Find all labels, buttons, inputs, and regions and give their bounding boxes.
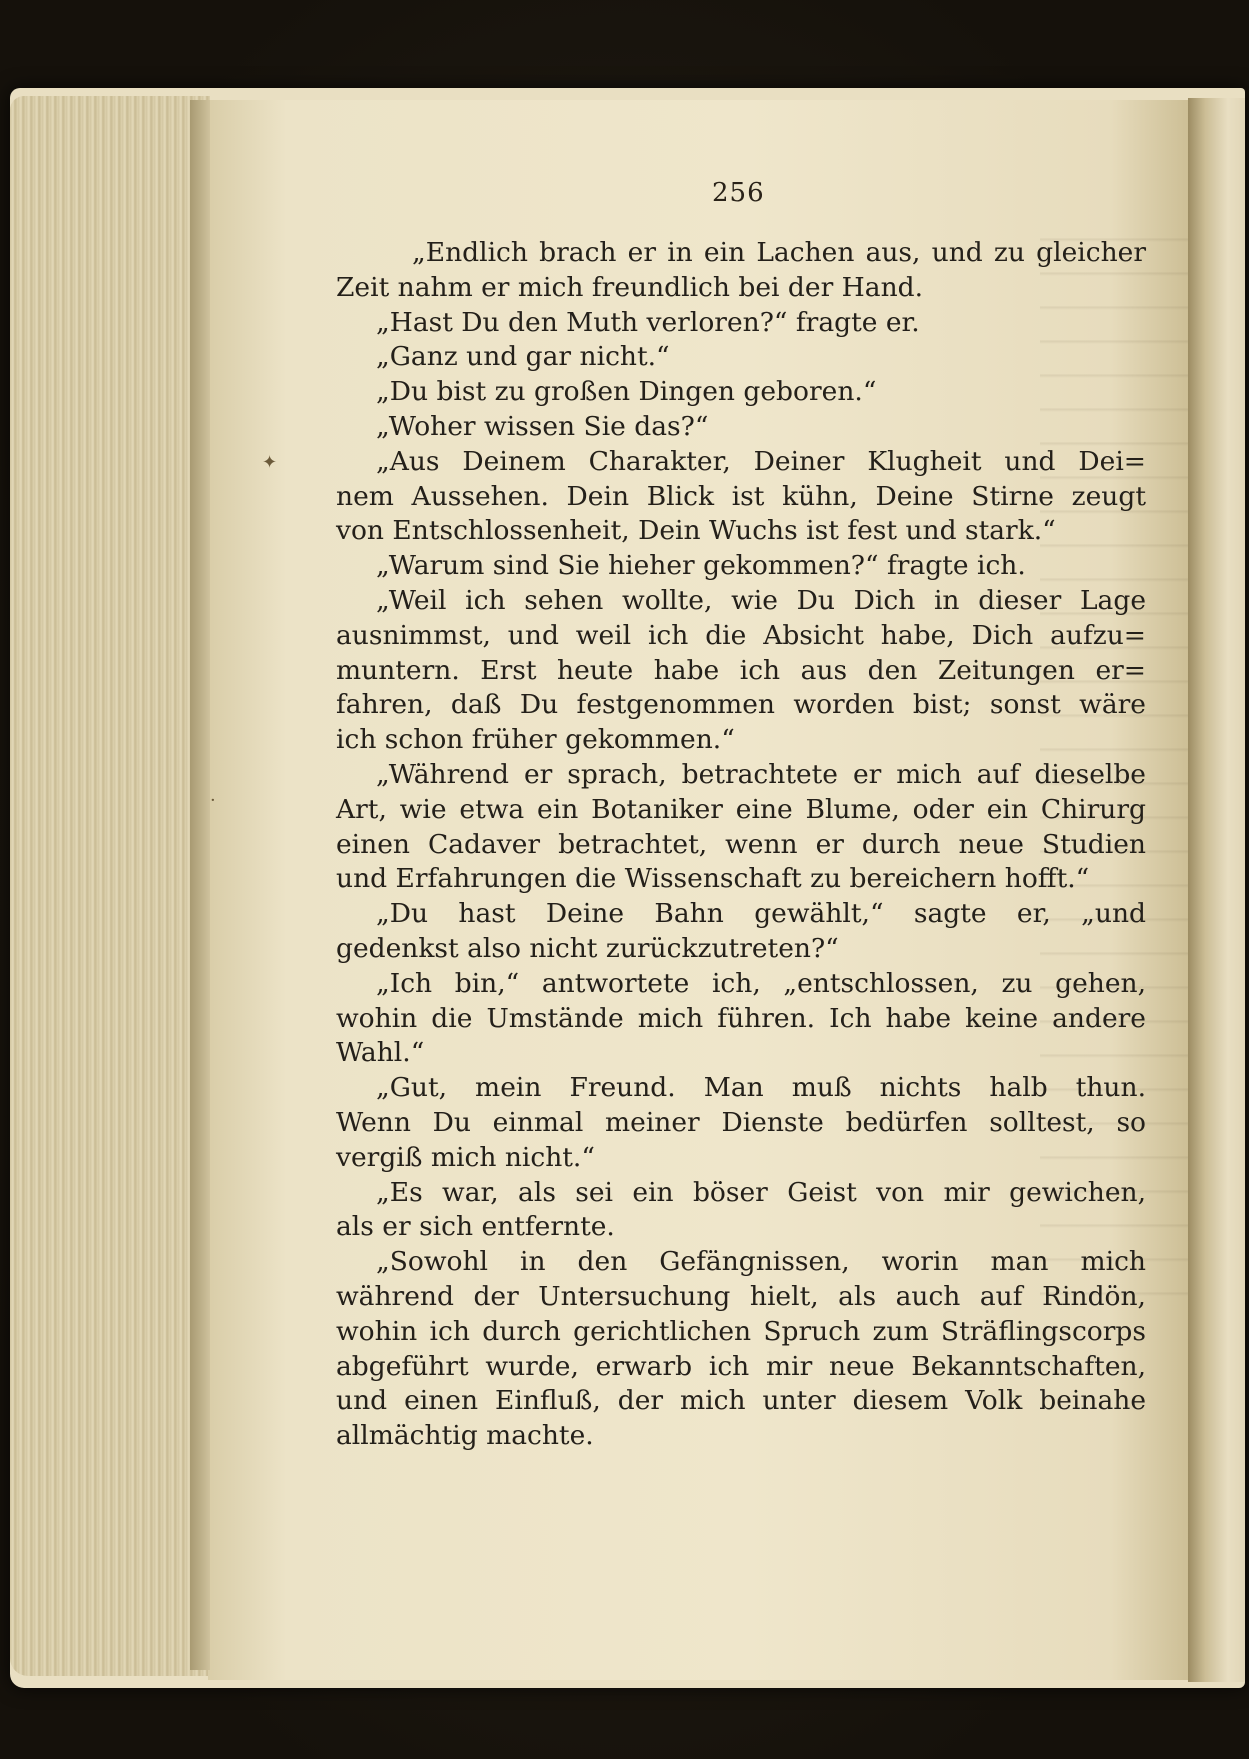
text-line: muntern. Erst heute habe ich aus den Zeitungen er= xyxy=(336,654,1146,686)
text-line: vergiß mich nicht.“ xyxy=(336,1141,595,1173)
text-line: „Woher wissen Sie das?“ xyxy=(376,410,709,442)
margin-mark: · xyxy=(210,790,216,811)
text-line: Art, wie etwa ein Botaniker eine Blume, oder ein Chirurg xyxy=(336,793,1146,825)
text-line: „Aus Deinem Charakter, Deiner Klugheit und Dei= xyxy=(376,445,1146,477)
text-line: fahren, daß Du festgenommen worden bist; sonst wäre xyxy=(336,689,1146,721)
margin-mark: ✦ xyxy=(262,452,278,473)
text-line: wohin die Umstände mich führen. Ich habe keine andere xyxy=(336,1002,1146,1034)
text-line: „Während er sprach, betrachtete er mich auf dieselbe xyxy=(376,758,1146,790)
text-line: einen Cadaver betrachtet, wenn er durch neue Studien xyxy=(336,828,1146,860)
text-line: „Endlich brach er in ein Lachen aus, und zu gleicher xyxy=(412,237,1146,268)
text-line: „Weil ich sehen wollte, wie Du Dich in dieser Lage xyxy=(376,584,1146,616)
text-line: und Erfahrungen die Wissenschaft zu bereichern hofft.“ xyxy=(336,863,1090,895)
page-gutter xyxy=(190,100,210,1670)
page-fold xyxy=(1188,98,1245,1682)
text-line: „Hast Du den Muth verloren?“ fragte er. xyxy=(376,306,920,338)
text-line: „Du bist zu großen Dingen geboren.“ xyxy=(376,376,877,408)
text-line: als er sich entfernte. xyxy=(336,1211,615,1243)
text-line: Wahl.“ xyxy=(336,1037,425,1069)
text-line: gedenkst also nicht zurückzutreten?“ xyxy=(336,932,839,964)
text-line: abgeführt wurde, erwarb ich mir neue Bekanntschaften, xyxy=(336,1350,1146,1382)
text-line: „Ganz und gar nicht.“ xyxy=(376,341,670,373)
text-line: „Es war, als sei ein böser Geist von mir gewichen, xyxy=(376,1176,1146,1208)
text-line: allmächtig machte. xyxy=(336,1420,594,1452)
text-line: und einen Einfluß, der mich unter diesem Volk beinahe xyxy=(336,1385,1146,1417)
text-line: Zeit nahm er mich freundlich bei der Hand. xyxy=(336,271,924,303)
text-line: nem Aussehen. Dein Blick ist kühn, Deine Stirne zeugt xyxy=(336,480,1146,512)
page-number: 256 xyxy=(712,178,765,208)
text-line: „Warum sind Sie hieher gekommen?“ fragte ich. xyxy=(376,550,1026,582)
text-line: ich schon früher gekommen.“ xyxy=(336,724,735,756)
text-line: ausnimmst, und weil ich die Absicht habe, Dich aufzu= xyxy=(336,619,1146,651)
page-text xyxy=(336,236,1146,1454)
text-line: „Ich bin,“ antwortete ich, „entschlossen, zu gehen, xyxy=(376,967,1146,999)
text-line: „Sowohl in den Gefängnissen, worin man mich xyxy=(376,1246,1146,1278)
text-line: „Gut, mein Freund. Man muß nichts halb thun. xyxy=(376,1072,1146,1104)
text-line: von Entschlossenheit, Dein Wuchs ist fest und stark.“ xyxy=(336,515,1056,547)
text-line: „Du hast Deine Bahn gewählt,“ sagte er, „und xyxy=(376,898,1146,930)
text-line: Wenn Du einmal meiner Dienste bedürfen solltest, so xyxy=(336,1106,1146,1138)
page-edges xyxy=(10,96,210,1676)
text-line: während der Untersuchung hielt, als auch auf Rindön, xyxy=(336,1280,1146,1312)
text-line: wohin ich durch gerichtlichen Spruch zum Sträflingscorps xyxy=(336,1315,1146,1347)
